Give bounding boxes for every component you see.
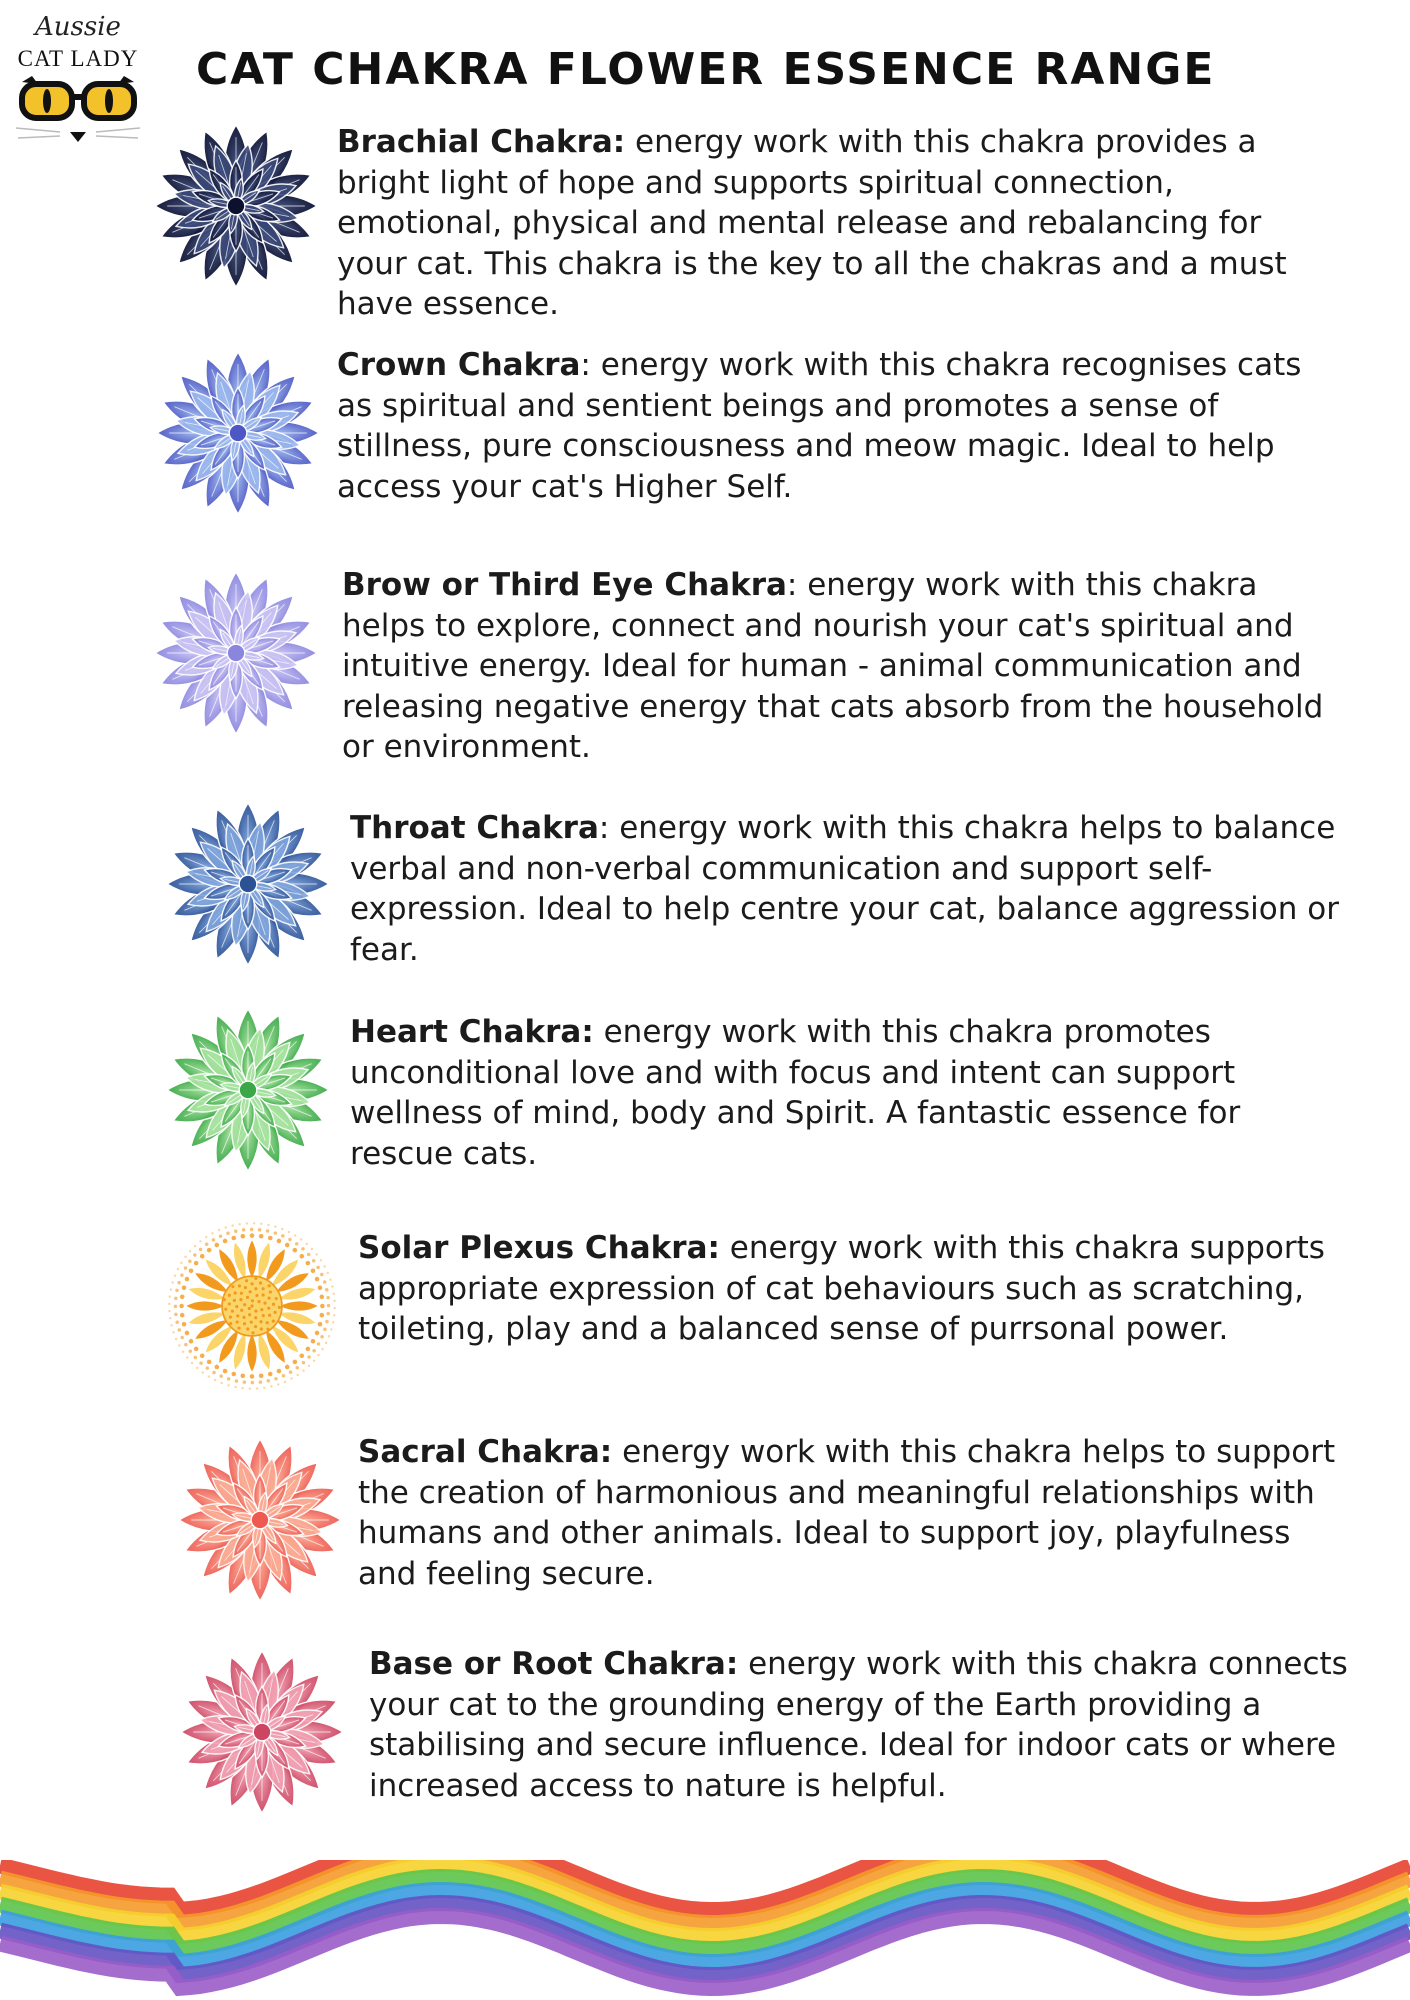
chakra-desc: energy work with this chakra helps to support the creation of harmonious and meaningful relationships with humans and other animals. Ideal to support joy, playfulness and feeling secure. <box>358 1434 1336 1592</box>
rainbow-wave-decoration <box>0 1860 1410 2000</box>
lotus-mandala-icon <box>150 345 326 521</box>
lotus-mandala-icon <box>160 796 336 972</box>
chakra-name: Sacral Chakra: <box>358 1434 613 1470</box>
chakra-name: Brow or Third Eye Chakra <box>342 567 787 603</box>
chakra-name: Crown Chakra <box>337 347 581 383</box>
chakra-desc: : energy work with this chakra recognises cats as spiritual and sentient beings and promotes a sense of stillness, pure consciousness and meow magic. Ideal to help access your cat's Higher Self. <box>337 347 1302 505</box>
chakra-desc: energy work with this chakra connects your cat to the grounding energy of the Earth providing a stabilising and secure influence. Ideal for indoor cats or where increased access to nature is helpful. <box>369 1646 1348 1804</box>
chakra-description <box>358 1432 1358 1594</box>
rainbow-band <box>0 1860 1410 1910</box>
chakra-desc: energy work with this chakra supports appropriate expression of cat behaviours such as scratching, toileting, play and a balanced sense of purrsonal power. <box>358 1230 1325 1347</box>
lotus-mandala-icon <box>148 118 324 294</box>
cat-glasses-icon <box>8 74 148 154</box>
brand-logo <box>8 10 148 150</box>
lotus-mandala-icon <box>174 1644 350 1820</box>
chakra-description <box>369 1644 1369 1806</box>
chakra-description <box>342 565 1342 768</box>
chakra-desc: : energy work with this chakra helps to balance verbal and non-verbal communication and support self-expression. Ideal to help centre your cat, balance aggression or fear. <box>350 810 1339 968</box>
chakra-description <box>350 808 1350 970</box>
chakra-name: Base or Root Chakra: <box>369 1646 739 1682</box>
chakra-name: Throat Chakra <box>350 810 599 846</box>
logo-caps-text: CAT LADY <box>17 46 139 71</box>
chakra-name: Solar Plexus Chakra: <box>358 1230 720 1266</box>
lotus-mandala-icon <box>160 1002 336 1178</box>
chakra-description <box>337 345 1337 507</box>
lotus-mandala-icon <box>172 1432 348 1608</box>
chakra-desc: : energy work with this chakra helps to explore, connect and nourish your cat's spiritual and intuitive energy. Ideal for human - animal communication and releasing negative energy that cats absorb from the household or environment. <box>342 567 1324 765</box>
sunflower-mandala-icon <box>164 1218 340 1394</box>
chakra-name: Brachial Chakra: <box>337 124 626 160</box>
chakra-name: Heart Chakra: <box>350 1014 594 1050</box>
logo-script-text: Aussie <box>35 12 121 42</box>
lotus-mandala-icon <box>148 565 324 741</box>
page-title: CAT CHAKRA FLOWER ESSENCE RANGE <box>196 44 1216 95</box>
chakra-description <box>358 1228 1358 1350</box>
chakra-description <box>337 122 1337 325</box>
chakra-description <box>350 1012 1350 1174</box>
chakra-desc: energy work with this chakra promotes unconditional love and with focus and intent can support wellness of mind, body and Spirit. A fantastic essence for rescue cats. <box>350 1014 1241 1172</box>
chakra-desc: energy work with this chakra provides a bright light of hope and supports spiritual connection, emotional, physical and mental release and rebalancing for your cat. This chakra is the key to all the chakras and a must have essence. <box>337 124 1287 322</box>
